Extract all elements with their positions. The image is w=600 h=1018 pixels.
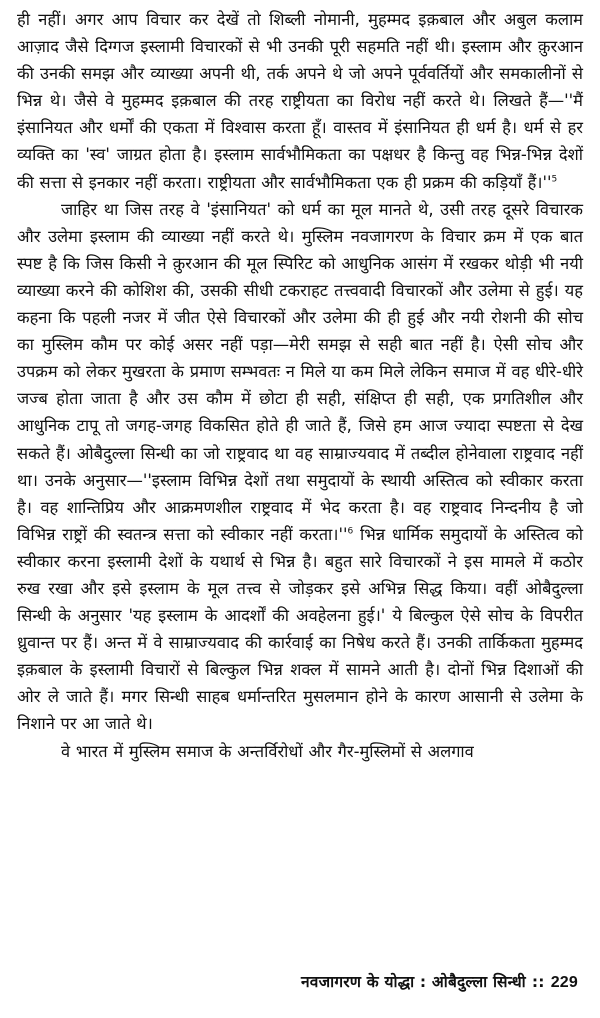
paragraph-2-continuation: भिन्न धार्मिक समुदायों के अस्तित्व को स्वीकार करना इस्लामी देशों के यथार्थ से भिन्न है। बहुत सारे विचारकों ने इस मामले में कठोर रुख रखा और इसे इस्लाम के मूल तत्त्व से जोड़कर इसे अभिन्न सिद्ध किया। वहीं ओबैदुल्ला सिन्धी के अनुसार 'यह इस्लाम के आदर्शों की अवहेलना हुई।' ये बिल्कुल ऐसे सोच के विपरीत ध्रुवान्त पर हैं। अन्त में वे साम्राज्यवाद की कार्रवाई का निषेध करते हैं। उनकी तार्किकता मुहम्मद इक़बाल के इस्लामी विचारों से बिल्कुल भिन्न शक्ल में सामने आती है। दोनों भिन्न दिशाओं की ओर ले जाते हैं। मगर सिन्धी साहब धर्मान्तरित मुसलमान होने के कारण आसानी से उलेमा के निशाने पर आ जाते थे। (17, 524, 584, 734)
footnote-ref-6: 6 (347, 526, 354, 537)
paragraph-3 (17, 738, 583, 765)
paragraph-2-text: जाहिर था जिस तरह वे 'इंसानियत' को धर्म का मूल मानते थे, उसी तरह दूसरे विचारक और उलेमा इस्लाम की व्याख्या नहीं करते थे। मुस्लिम नवजागरण के विचार क्रम में एक बात स्पष्ट है कि जिस किसी ने क़ुरआन की मूल स्पिरिट को आधुनिक आसंग में रखकर थोड़ी भी नयी व्याख्या करने की कोशिश की, उसकी सीधी टकराहट तत्त्ववादी विचारकों और उलेमा से हुई। यह कहना कि पहली नजर में जीत ऐसे विचारकों और उलेमा की ही हुई और नयी रोशनी की सोच का मुस्लिम कौम पर कोई असर नहीं पड़ा—मेरी समझ से सही बात नहीं है। ऐसी सोच और उपक्रम को लेकर मुखरता के प्रमाण सम्भवतः न मिले या कम मिले लेकिन समाज में वह धीरे-धीरे जज्ब होता जाता है और उस कौम में छोटा ही सही, संक्षिप्त ही सही, एक प्रगतिशील और आधुनिक टापू तो जगह-जगह विकसित होते ही जाते हैं, जिसे हम आज ज्यादा स्पष्टता से देख सकते हैं। ओबैदुल्ला सिन्धी का जो राष्ट्रवाद था वह साम्राज्यवाद में तब्दील होनेवाला राष्ट्रवाद नहीं था। उनके अनुसार—''इस्लाम विभिन्न देशों तथा समुदायों के स्थायी अस्तित्व को स्वीकार करता है। वह शान्तिप्रिय और आक्रमणशील राष्ट्रवाद में भेद करता है। वह राष्ट्रवाद निन्दनीय है जो विभिन्न राष्ट्रों की स्वतन्त्र सत्ता को स्वीकार नहीं करता।'' (17, 199, 583, 544)
footer-separator: :: (531, 973, 545, 991)
footer-title: नवजागरण के योद्धा : ओबैदुल्ला सिन्धी (301, 973, 526, 991)
paragraph-1-text: ही नहीं। अगर आप विचार कर देखें तो शिब्ली नोमानी, मुहम्मद इक़बाल और अबुल कलाम आज़ाद जैसे दिग्गज इस्लामी विचारकों से भी उनकी पूरी सहमति नहीं थी। इस्लाम और क़ुरआन की उनकी समझ और व्याख्या अपनी थी, तर्क अपने थे जो अपने पूर्ववर्तियों और समकालीनों से भिन्न थे। जैसे वे मुहम्मद इक़बाल की तरह राष्ट्रीयता का विरोध नहीं करते थे। लिखते हैं—''मैं इंसानियत और धर्मों की एकता में विश्वास करता हूँ। वास्तव में इंसानियत ही धर्म है। धर्म से हर व्यक्ति का 'स्व' जाग्रत होता है। इस्लाम सार्वभौमिकता का पक्षधर है किन्तु वह भिन्न-भिन्न देशों की सत्ता से इनकार नहीं करता। राष्ट्रीयता और सार्वभौमिकता एक ही प्रक्रम की कड़ियाँ हैं।'' (17, 10, 583, 192)
running-footer (301, 970, 578, 992)
paragraph-3-text: वे भारत में मुस्लिम समाज के अन्तर्विरोधों और गैर-मुस्लिमों से अलगाव (61, 741, 474, 761)
paragraph-2 (17, 196, 583, 738)
page-body (17, 6, 583, 765)
page-number: 229 (550, 974, 578, 991)
paragraph-1 (17, 6, 583, 196)
footnote-ref-5: 5 (551, 174, 558, 185)
